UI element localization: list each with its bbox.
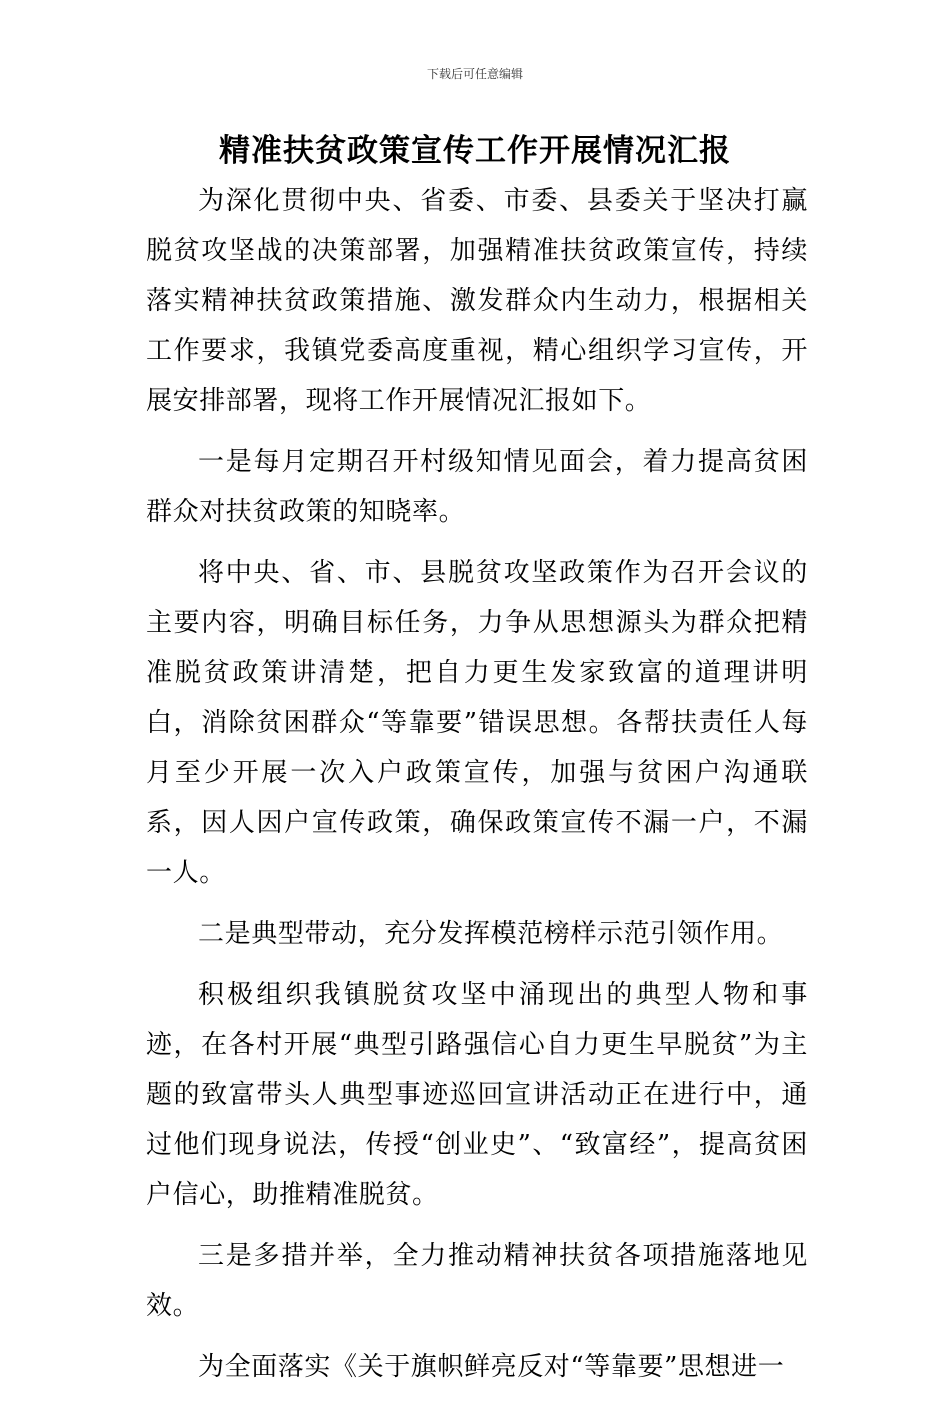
paragraph-point-2-body: 积极组织我镇脱贫攻坚中涌现出的典型人物和事迹，在各村开展“典型引路强信心自力更生早脱贫”为主题的致富带头人典型事迹巡回宣讲活动正在进行中，通过他们现身说法，传授“创业史”、“致富经”，提高贫困户信心，助推精准脱贫。 xyxy=(146,980,808,1210)
document-title: 精准扶贫政策宣传工作开展情况汇报 xyxy=(219,133,731,169)
paragraph-point-2-heading: 二是典型带动，充分发挥模范榜样示范引领作用。 xyxy=(198,919,784,949)
paragraph-point-1-heading: 一是每月定期召开村级知情见面会，着力提高贫困群众对扶贫政策的知晓率。 xyxy=(146,447,808,527)
paragraph-point-3-body: 为全面落实《关于旗帜鲜亮反对“等靠要”思想进一 xyxy=(198,1352,785,1382)
paragraph-intro: 为深化贯彻中央、省委、市委、县委关于坚决打赢脱贫攻坚战的决策部署，加强精准扶贫政策宣传，持续落实精神扶贫政策措施、激发群众内生动力，根据相关工作要求，我镇党委高度重视，精心组织学习宣传，开展安排部署，现将工作开展情况汇报如下。 xyxy=(146,186,808,416)
paragraph-point-3-heading: 三是多措并举，全力推动精神扶贫各项措施落地见效。 xyxy=(146,1241,808,1321)
header-note: 下载后可任意编辑 xyxy=(426,67,523,81)
paragraph-point-1-body: 将中央、省、市、县脱贫攻坚政策作为召开会议的主要内容，明确目标任务，力争从思想源头为群众把精准脱贫政策讲清楚，把自力更生发家致富的道理讲明白，消除贫困群众“等靠要”错误思想。各帮扶责任人每月至少开展一次入户政策宣传，加强与贫困户沟通联系，因人因户宣传政策，确保政策宣传不漏一户，不漏一人。 xyxy=(146,558,808,888)
document-body xyxy=(146,176,808,1403)
